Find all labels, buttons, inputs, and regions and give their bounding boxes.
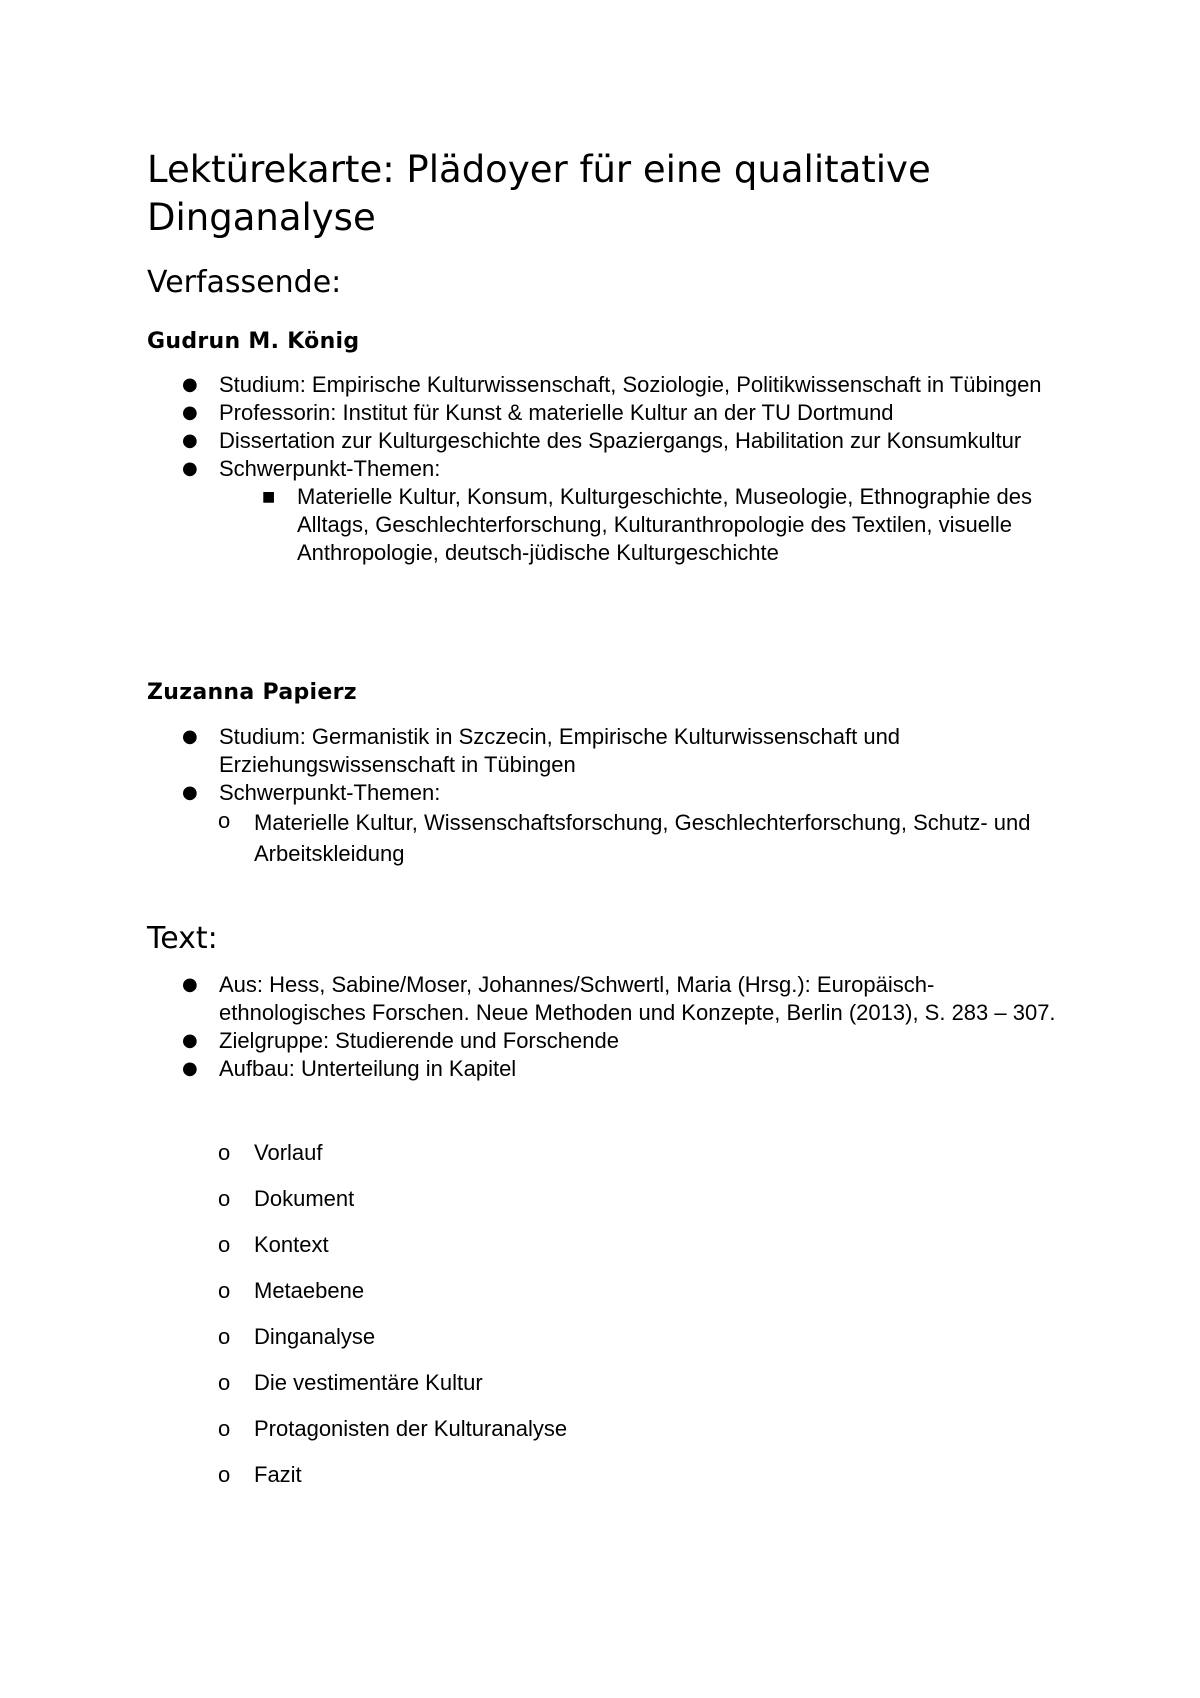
list-item: ● Aus: Hess, Sabine/Moser, Johannes/Schwertl, Maria (Hrsg.): Europäisch-ethnologisches Forschen. Neue Methoden und Konzepte, Berlin (2013), S. 283 – 307. [182, 972, 1056, 1025]
circle-bullet-icon: o [218, 1186, 231, 1211]
chapter-item: o Die vestimentäre Kultur [218, 1370, 483, 1395]
chapter-item: o Dokument [218, 1186, 355, 1211]
list-item: ● Schwerpunkt-Themen: [182, 456, 441, 481]
circle-bullet-icon: o [218, 1140, 231, 1165]
circle-bullet-icon: o [218, 1232, 231, 1257]
text-list [0, 971, 1059, 1083]
list-item: ● Schwerpunkt-Themen: [182, 780, 441, 805]
list-item: ● Zielgruppe: Studierende und Forschende [182, 1028, 619, 1053]
author2-list [0, 723, 1059, 869]
document-title: Lektürekarte: Plädoyer für eine qualitative Dinganalyse [147, 148, 931, 239]
bullet-icon: ● [182, 1030, 198, 1051]
authors-heading: Verfassende: [147, 265, 342, 300]
list-item: ● Studium: Empirische Kulturwissenschaft, Soziologie, Politikwissenschaft in Tübingen [182, 372, 1042, 397]
bullet-icon: ● [182, 974, 198, 995]
list-subitem: ■ Materielle Kultur, Konsum, Kulturgeschichte, Museologie, Ethnographie des Alltags, Geschlechterforschung, Kulturanthropologie des Textilen, visuelle Anthropologie, deutsch-jüdische Kulturgeschichte [262, 484, 1032, 565]
circle-bullet-icon: o [218, 1370, 231, 1395]
circle-bullet-icon: o [218, 1416, 231, 1441]
bullet-icon: ● [182, 782, 198, 803]
circle-bullet-icon: o [218, 808, 231, 833]
square-bullet-icon: ■ [262, 489, 276, 505]
circle-bullet-icon: o [218, 1462, 231, 1487]
author-name-papierz: Zuzanna Papierz [147, 680, 357, 705]
list-item: ● Studium: Germanistik in Szczecin, Empirische Kulturwissenschaft und Erziehungswissenschaft in Tübingen [182, 724, 901, 777]
list-item: ● Aufbau: Unterteilung in Kapitel [182, 1056, 517, 1081]
author1-list [0, 371, 1067, 567]
list-item: ● Dissertation zur Kulturgeschichte des Spaziergangs, Habilitation zur Konsumkultur [182, 428, 1022, 453]
chapter-item: o Vorlauf [218, 1140, 323, 1165]
chapter-item: o Kontext [218, 1232, 329, 1257]
bullet-icon: ● [182, 374, 198, 395]
list-item: ● Professorin: Institut für Kunst & materielle Kultur an der TU Dortmund [182, 400, 894, 425]
chapter-list [0, 1139, 567, 1507]
chapter-item: o Metaebene [218, 1278, 365, 1303]
bullet-icon: ● [182, 402, 198, 423]
bullet-icon: ● [182, 458, 198, 479]
chapter-item: o Dinganalyse [218, 1324, 376, 1349]
bullet-icon: ● [182, 726, 198, 747]
circle-bullet-icon: o [218, 1324, 231, 1349]
text-heading: Text: [147, 921, 218, 956]
circle-bullet-icon: o [218, 1278, 231, 1303]
bullet-icon: ● [182, 430, 198, 451]
author-name-koenig: Gudrun M. König [147, 329, 360, 354]
list-subitem: o Materielle Kultur, Wissenschaftsforschung, Geschlechterforschung, Schutz- und Arbeitskleidung [218, 808, 1031, 866]
bullet-icon: ● [182, 1058, 198, 1079]
chapter-item: o Protagonisten der Kulturanalyse [218, 1416, 568, 1441]
chapter-item: o Fazit [218, 1462, 302, 1487]
